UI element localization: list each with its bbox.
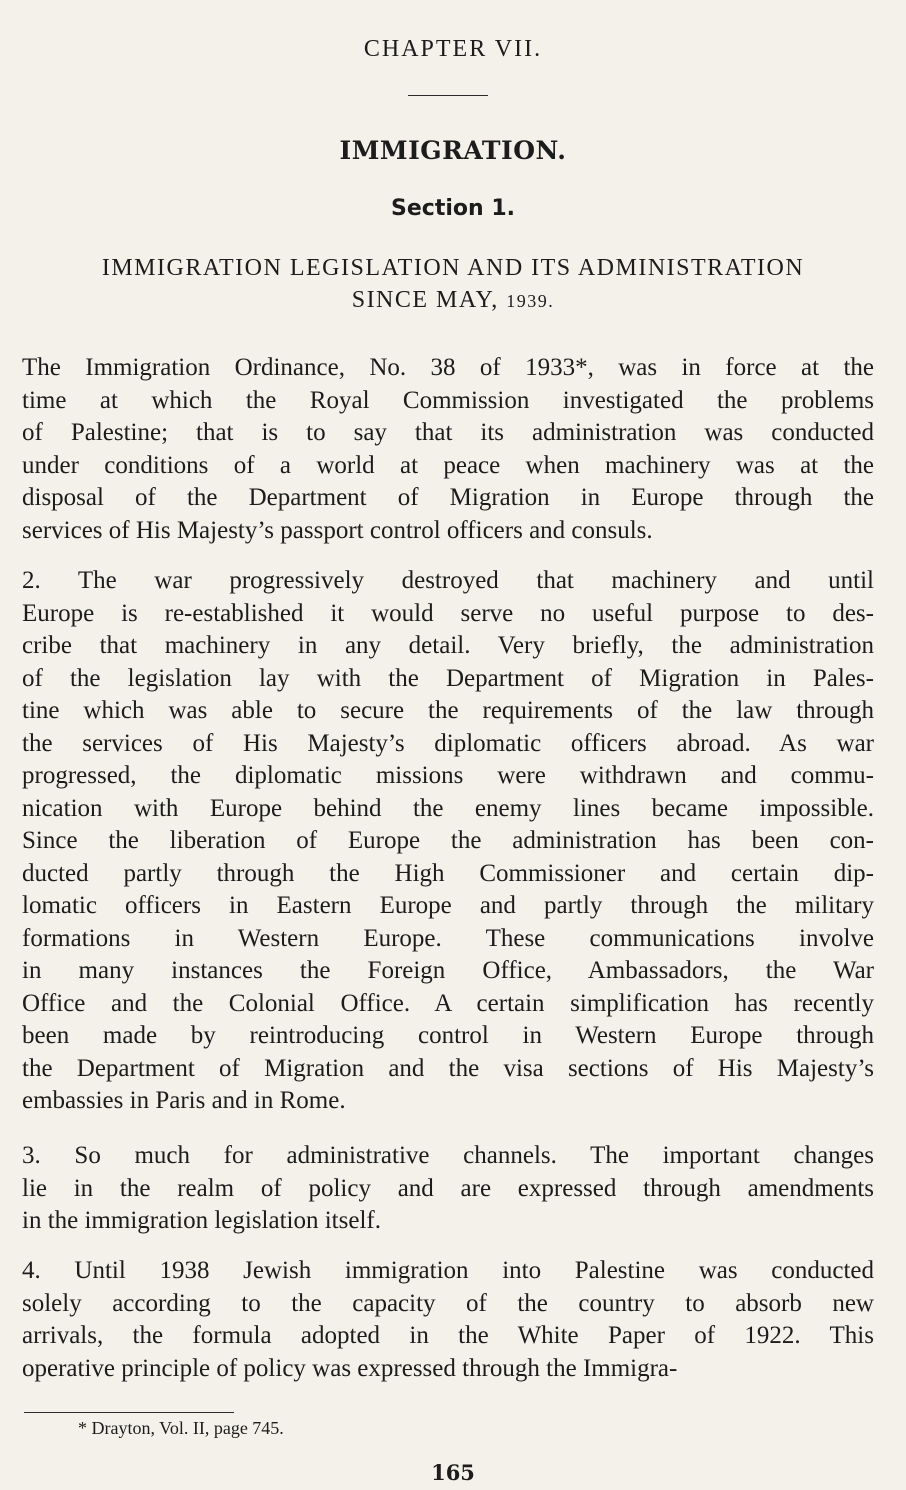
footnote: * Drayton, Vol. II, page 745. — [78, 1418, 284, 1438]
paragraph-line: The Immigration Ordinance, No. 38 of 1933*, was in force at the — [22, 354, 874, 381]
paragraph-line: ducted partly through the High Commissioner and certain dip- — [22, 859, 874, 887]
paragraph-line: Since the liberation of Europe the administration has been con- — [22, 827, 874, 854]
paragraph-line: formations in Western Europe. These communications involve — [22, 924, 874, 952]
paragraph-line: the Department of Migration and the visa sections of His Majesty’s — [22, 1054, 874, 1082]
paragraph-line: of Palestine; that is to say that its administration was conducted — [22, 419, 874, 446]
paragraph-line: of the legislation lay with the Department of Migration in Pales- — [22, 664, 874, 692]
paragraph-line: services of His Majesty’s passport control officers and consuls. — [22, 516, 653, 544]
page-number: 165 — [431, 1460, 475, 1485]
paragraph-line: lie in the realm of policy and are expressed through amendments — [22, 1174, 874, 1202]
paragraph-line: disposal of the Department of Migration in Europe through the — [22, 484, 874, 511]
paragraph-line: time at which the Royal Commission investigated the problems — [22, 386, 874, 414]
paragraph-line: tine which was able to secure the requirements of the law through — [22, 697, 874, 724]
paragraph-line: lomatic officers in Eastern Europe and partly through the military — [22, 892, 874, 919]
paragraph-line: progressed, the diplomatic missions were withdrawn and commu- — [22, 762, 874, 789]
paragraph-line: in many instances the Foreign Office, Ambassadors, the War — [22, 957, 874, 984]
paragraph-line: 4. Until 1938 Jewish immigration into Palestine was conducted — [22, 1257, 874, 1284]
paragraph-line: embassies in Paris and in Rome. — [22, 1087, 346, 1114]
footnote-divider — [24, 1412, 234, 1413]
subheading-line-1: IMMIGRATION LEGISLATION AND ITS ADMINISTRATION — [101, 255, 805, 281]
paragraph-line: under conditions of a world at peace when machinery was at the — [22, 451, 874, 479]
paragraph-line: 3. So much for administrative channels. The important changes — [22, 1142, 874, 1169]
chapter-divider — [408, 95, 488, 96]
paragraph-line: cribe that machinery in any detail. Very briefly, the administration — [22, 632, 874, 659]
paragraph-line: arrivals, the formula adopted in the White Paper of 1922. This — [22, 1322, 874, 1349]
paragraph-4 — [22, 1255, 874, 1385]
paragraph-line: Office and the Colonial Office. A certain simplification has recently — [22, 989, 874, 1017]
chapter-heading: CHAPTER VII. — [363, 36, 543, 62]
paragraph-line: solely according to the capacity of the country to absorb new — [22, 1289, 874, 1317]
section-heading: Section 1. — [391, 196, 515, 221]
subheading-year: 1939. — [506, 291, 555, 311]
paragraph-line: been made by reintroducing control in Western Europe through — [22, 1022, 874, 1049]
paragraph-line: operative principle of policy was expressed through the Immigra- — [22, 1354, 678, 1382]
page-title: IMMIGRATION. — [339, 136, 567, 165]
paragraph-line: 2. The war progressively destroyed that machinery and until — [22, 567, 874, 594]
subheading-line-2: SINCE MAY, — [351, 287, 499, 313]
paragraph-line: Europe is re-established it would serve no useful purpose to des- — [22, 599, 874, 627]
paragraph-line: nication with Europe behind the enemy lines became impossible. — [22, 794, 874, 822]
paragraph-1 — [22, 352, 874, 547]
paragraph-2 — [22, 565, 874, 1118]
section-subheading — [20, 252, 886, 317]
paragraph-line: in the immigration legislation itself. — [22, 1207, 381, 1234]
paragraph-3 — [22, 1140, 874, 1238]
paragraph-line: the services of His Majesty’s diplomatic officers abroad. As war — [22, 729, 874, 757]
